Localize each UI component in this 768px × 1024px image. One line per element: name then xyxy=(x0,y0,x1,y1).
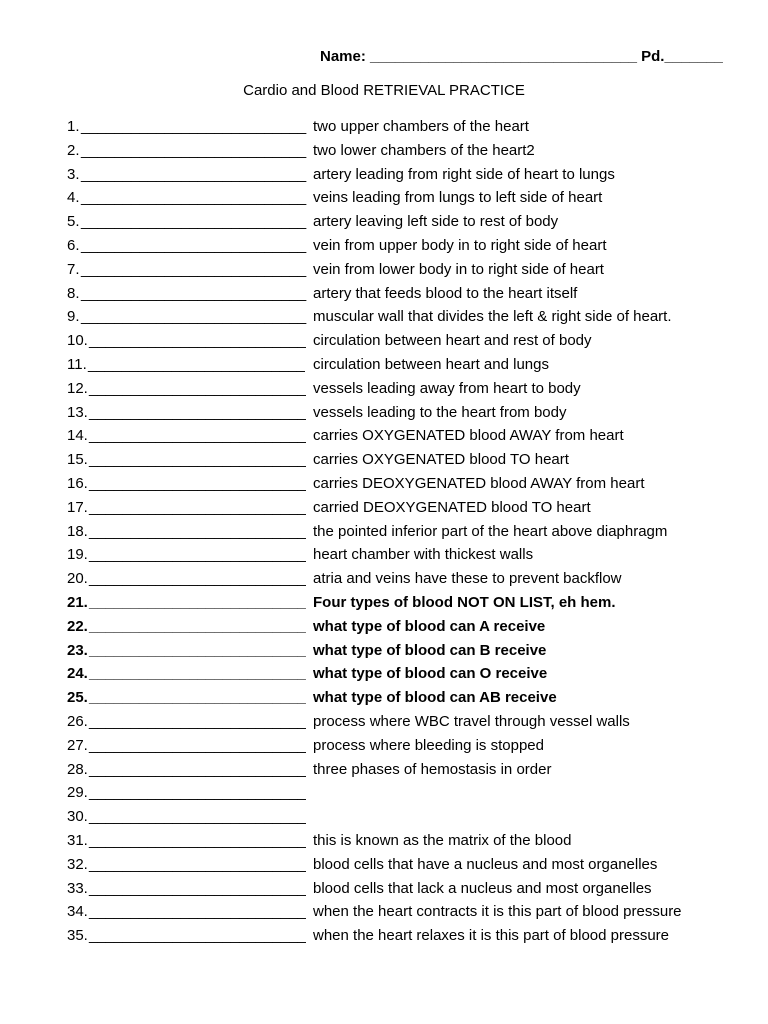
question-prompt: what type of blood can A receive xyxy=(313,617,546,635)
question-prompt: vessels leading to the heart from body xyxy=(313,403,567,421)
question-number: 31. xyxy=(67,831,88,849)
question-prompt: artery leading from right side of heart to lungs xyxy=(313,165,615,183)
question-prompt: two upper chambers of the heart xyxy=(313,118,529,135)
answer-blank[interactable]: __________________________ xyxy=(89,522,306,540)
question-prompt: muscular wall that divides the left & right side of heart. xyxy=(313,308,672,326)
answer-blank[interactable]: __________________________ xyxy=(89,593,306,611)
question-prompt: what type of blood can AB receive xyxy=(313,689,557,707)
question-row xyxy=(67,282,747,306)
question-number: 30. xyxy=(67,808,88,826)
answer-blank[interactable]: __________________________ xyxy=(89,689,306,707)
answer-blank[interactable]: __________________________ xyxy=(89,403,306,421)
question-number: 17. xyxy=(67,498,88,516)
question-number: 7. xyxy=(67,260,80,278)
question-number: 16. xyxy=(67,474,88,492)
question-number: 10. xyxy=(67,332,88,350)
question-number: 2. xyxy=(67,141,80,159)
question-prompt: this is known as the matrix of the blood xyxy=(313,831,572,849)
question-row xyxy=(67,662,747,686)
question-row xyxy=(67,853,747,877)
question-number: 9. xyxy=(67,308,80,326)
question-row xyxy=(67,163,747,187)
answer-blank[interactable]: __________________________ xyxy=(89,474,306,492)
question-prompt: carries OXYGENATED blood TO heart xyxy=(313,451,569,469)
question-prompt: artery that feeds blood to the heart itself xyxy=(313,284,578,302)
question-row xyxy=(67,615,747,639)
question-number: 13. xyxy=(67,403,88,421)
answer-blank[interactable]: ___________________________ xyxy=(81,213,307,231)
answer-blank[interactable]: ___________________________ xyxy=(81,260,307,278)
question-prompt: when the heart relaxes it is this part of blood pressure xyxy=(313,927,670,945)
question-prompt: vein from lower body in to right side of heart xyxy=(313,260,604,278)
answer-blank[interactable]: __________________________ xyxy=(89,641,306,659)
question-number: 14. xyxy=(67,427,88,445)
answer-blank[interactable]: __________________________ xyxy=(89,808,306,826)
question-prompt: blood cells that have a nucleus and most organelles xyxy=(313,855,658,873)
question-prompt: carries OXYGENATED blood AWAY from heart xyxy=(313,427,624,445)
question-row xyxy=(67,805,747,829)
question-prompt: carried DEOXYGENATED blood TO heart xyxy=(313,498,591,516)
question-prompt: vein from upper body in to right side of heart xyxy=(313,236,607,254)
question-number: 18. xyxy=(67,522,88,540)
question-number: 26. xyxy=(67,712,88,730)
page-title xyxy=(0,82,768,99)
question-number: 19. xyxy=(67,546,88,564)
answer-blank[interactable]: __________________________ xyxy=(89,831,306,849)
question-prompt: heart chamber with thickest walls xyxy=(313,546,534,564)
question-prompt: circulation between heart and rest of body xyxy=(313,332,592,350)
question-number: 20. xyxy=(67,570,88,588)
question-row xyxy=(67,115,747,139)
question-row xyxy=(67,924,747,948)
question-row xyxy=(67,448,747,472)
question-row xyxy=(67,686,747,710)
question-row xyxy=(67,591,747,615)
question-row xyxy=(67,210,747,234)
answer-blank[interactable]: __________________________ xyxy=(89,784,306,802)
question-row xyxy=(67,258,747,282)
question-number: 29. xyxy=(67,784,88,802)
answer-blank[interactable]: __________________________ xyxy=(89,617,306,635)
question-row xyxy=(67,829,747,853)
question-prompt: veins leading from lungs to left side of heart xyxy=(313,189,603,207)
question-row xyxy=(67,900,747,924)
question-row xyxy=(67,377,747,401)
question-row xyxy=(67,710,747,734)
question-row xyxy=(67,758,747,782)
answer-blank[interactable]: __________________________ xyxy=(89,927,306,945)
answer-blank[interactable]: ___________________________ xyxy=(81,308,307,326)
question-number: 5. xyxy=(67,213,80,231)
answer-blank[interactable]: __________________________ xyxy=(89,427,306,445)
question-row xyxy=(67,472,747,496)
answer-blank[interactable]: __________________________ xyxy=(89,712,306,730)
question-prompt: three phases of hemostasis in order xyxy=(313,760,552,778)
question-prompt: two lower chambers of the heart2 xyxy=(313,141,535,159)
question-number: 12. xyxy=(67,379,88,397)
answer-blank[interactable]: ___________________________ xyxy=(81,165,307,183)
question-number: 6. xyxy=(67,236,80,254)
answer-blank[interactable]: __________________________ xyxy=(89,760,306,778)
answer-blank[interactable]: ___________________________ xyxy=(81,189,307,207)
question-row xyxy=(67,305,747,329)
answer-blank[interactable]: __________________________ xyxy=(89,451,306,469)
question-row xyxy=(67,543,747,567)
question-row xyxy=(67,401,747,425)
question-prompt: when the heart contracts it is this part of blood pressure xyxy=(313,903,682,921)
question-number: 32. xyxy=(67,855,88,873)
question-row xyxy=(67,234,747,258)
answer-blank[interactable]: ___________________________ xyxy=(81,118,307,135)
question-prompt: blood cells that lack a nucleus and most organelles xyxy=(313,879,652,897)
question-row xyxy=(67,186,747,210)
question-row xyxy=(67,520,747,544)
question-prompt: what type of blood can O receive xyxy=(313,665,548,683)
question-row xyxy=(67,424,747,448)
answer-blank[interactable]: __________________________ xyxy=(89,498,306,516)
question-number: 34. xyxy=(67,903,88,921)
answer-blank[interactable]: __________________________ xyxy=(89,736,306,754)
question-row xyxy=(67,639,747,663)
question-number: 24. xyxy=(67,665,88,683)
question-number: 28. xyxy=(67,760,88,778)
question-number: 25. xyxy=(67,689,88,707)
question-row xyxy=(67,734,747,758)
answer-blank[interactable]: ___________________________ xyxy=(81,236,307,254)
question-row xyxy=(67,496,747,520)
answer-blank[interactable]: __________________________ xyxy=(89,665,306,683)
question-number: 1. xyxy=(67,118,80,135)
question-prompt: artery leaving left side to rest of body xyxy=(313,213,559,231)
answer-blank[interactable]: __________________________ xyxy=(89,855,306,873)
question-row xyxy=(67,877,747,901)
question-row xyxy=(67,329,747,353)
question-number: 27. xyxy=(67,736,88,754)
question-prompt: circulation between heart and lungs xyxy=(313,355,549,373)
question-prompt: atria and veins have these to prevent backflow xyxy=(313,570,622,588)
question-row xyxy=(67,567,747,591)
answer-blank[interactable]: __________________________ xyxy=(89,879,306,897)
question-number: 21. xyxy=(67,593,88,611)
question-number: 23. xyxy=(67,641,88,659)
name-period-line: Name: ________________________________ Pd._______ xyxy=(320,48,723,65)
question-prompt: Four types of blood NOT ON LIST, eh hem. xyxy=(313,593,616,611)
question-number: 11. xyxy=(67,355,87,373)
question-number: 15. xyxy=(67,451,88,469)
question-prompt: carries DEOXYGENATED blood AWAY from heart xyxy=(313,474,645,492)
question-row xyxy=(67,139,747,163)
question-prompt: vessels leading away from heart to body xyxy=(313,379,581,397)
question-prompt: what type of blood can B receive xyxy=(313,641,547,659)
answer-blank[interactable]: __________________________ xyxy=(89,332,306,350)
answer-blank[interactable]: __________________________ xyxy=(89,570,306,588)
question-number: 35. xyxy=(67,927,88,945)
page-title-text: Cardio and Blood RETRIEVAL PRACTICE xyxy=(243,82,525,99)
question-prompt: process where WBC travel through vessel walls xyxy=(313,712,630,730)
answer-blank[interactable]: __________________________ xyxy=(89,379,306,397)
question-number: 3. xyxy=(67,165,80,183)
question-number: 22. xyxy=(67,617,88,635)
answer-blank[interactable]: __________________________ xyxy=(88,355,305,373)
question-row xyxy=(67,353,747,377)
question-number: 33. xyxy=(67,879,88,897)
question-row xyxy=(67,781,747,805)
answer-blank[interactable]: ___________________________ xyxy=(81,284,307,302)
answer-blank[interactable]: ___________________________ xyxy=(81,141,307,159)
answer-blank[interactable]: __________________________ xyxy=(89,546,306,564)
question-prompt: the pointed inferior part of the heart above diaphragm xyxy=(313,522,668,540)
answer-blank[interactable]: __________________________ xyxy=(89,903,306,921)
question-prompt: process where bleeding is stopped xyxy=(313,736,544,754)
question-number: 8. xyxy=(67,284,80,302)
question-list xyxy=(67,115,747,948)
question-number: 4. xyxy=(67,189,80,207)
